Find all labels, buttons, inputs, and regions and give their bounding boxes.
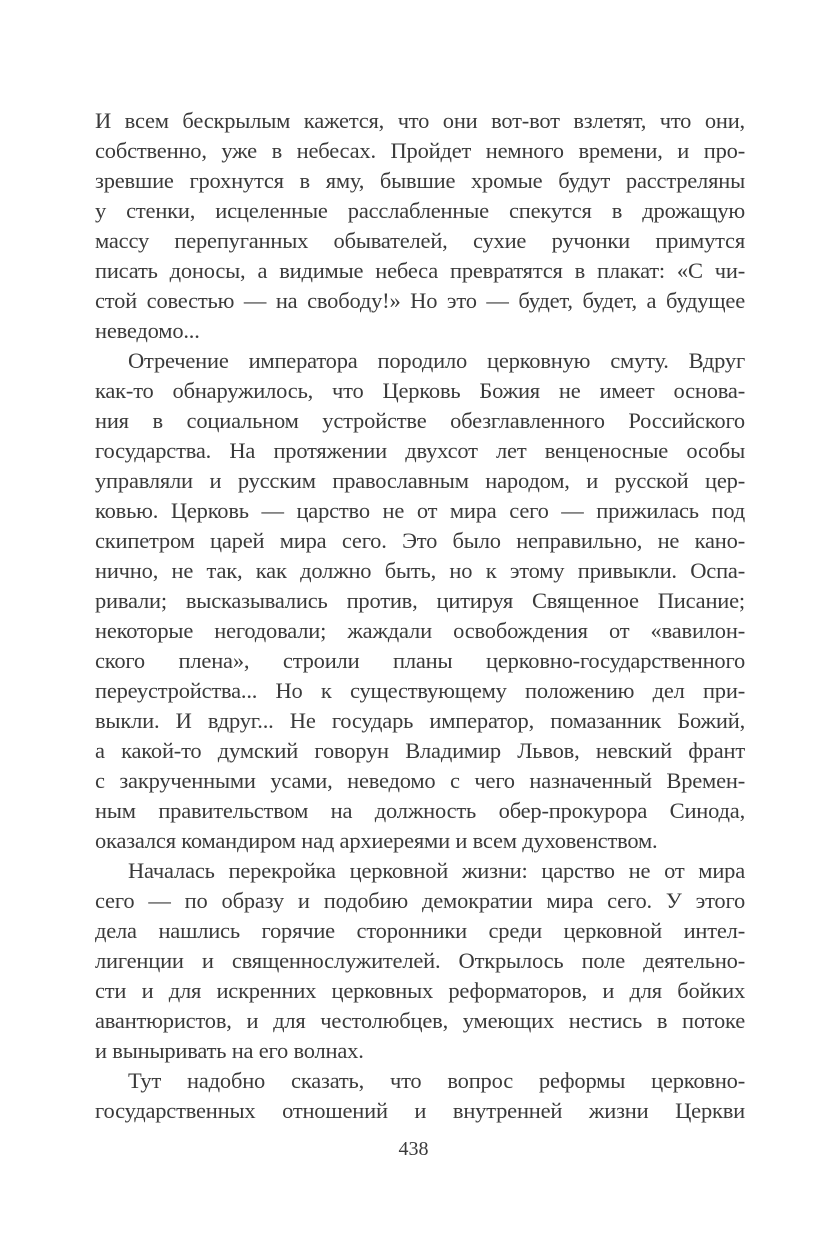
text-line: у стенки, исцеленные расслабленные спекутся в дрожащую [95, 198, 745, 223]
text-line: как-то обнаружилось, что Церковь Божия не имеет основа- [95, 378, 745, 403]
text-line: нично, не так, как должно быть, но к этому привыкли. Оспа- [95, 558, 745, 583]
paragraph [95, 1066, 745, 1126]
paragraph [95, 346, 745, 856]
text-line: выкли. И вдруг... Не государь император, помазанник Божий, [95, 708, 745, 733]
text-line: собственно, уже в небесах. Пройдет немного времени, и про- [95, 138, 745, 163]
text-line: Началась перекройка церковной жизни: царство не от мира [128, 858, 745, 883]
text-line: И всем бескрылым кажется, что они вот-вот взлетят, что они, [95, 108, 745, 133]
text-line: сего — по образу и подобию демократии мира сего. У этого [95, 888, 745, 913]
text-line: с закрученными усами, неведомо с чего назначенный Времен- [95, 768, 745, 793]
text-line: оказался командиром над архиереями и всем духовенством. [95, 828, 658, 853]
text-line: некоторые негодовали; жаждали освобождения от «вавилон- [95, 618, 745, 643]
text-line: лигенции и священнослужителей. Открылось поле деятельно- [95, 948, 745, 973]
text-line: ным правительством на должность обер-прокурора Синода, [95, 798, 745, 823]
text-line: зревшие грохнутся в яму, бывшие хромые будут расстреляны [95, 168, 745, 193]
text-line: ния в социальном устройстве обезглавленного Российского [95, 408, 745, 433]
page-number: 438 [398, 1138, 429, 1160]
text-line: авантюристов, и для честолюбцев, умеющих нестись в потоке [95, 1008, 745, 1033]
text-line: стой совестью — на свободу!» Но это — будет, будет, а будущее [95, 288, 745, 313]
text-line: неведомо... [95, 318, 200, 343]
text-line: писать доносы, а видимые небеса превратятся в плакат: «С чи- [95, 258, 745, 283]
text-line: а какой-то думский говорун Владимир Львов, невский франт [95, 738, 745, 763]
text-line: Тут надобно сказать, что вопрос реформы церковно- [128, 1068, 745, 1093]
text-line: сти и для искренних церковных реформаторов, и для бойких [95, 978, 745, 1003]
text-line: скипетром царей мира сего. Это было неправильно, не кано- [95, 528, 745, 553]
text-line: государства. На протяжении двухсот лет венценосные особы [95, 438, 745, 463]
text-line: Отречение императора породило церковную смуту. Вдруг [128, 348, 745, 373]
text-line: массу перепуганных обывателей, сухие ручонки примутся [95, 228, 745, 253]
text-line: ривали; высказывались против, цитируя Священное Писание; [95, 588, 745, 613]
text-line: переустройства... Но к существующему положению дел при- [95, 678, 745, 703]
text-line: ковью. Церковь — царство не от мира сего — прижилась под [95, 498, 745, 523]
paragraph [95, 106, 745, 346]
text-line: управляли и русским православным народом, и русской цер- [95, 468, 745, 493]
text-line: ского плена», строили планы церковно-государственного [95, 648, 745, 673]
paragraph [95, 856, 745, 1066]
page-text-block [95, 106, 745, 1126]
text-line: государственных отношений и внутренней жизни Церкви [95, 1098, 745, 1123]
text-line: и выныривать на его волнах. [95, 1038, 364, 1063]
text-line: дела нашлись горячие сторонники среди церковной интел- [95, 918, 745, 943]
